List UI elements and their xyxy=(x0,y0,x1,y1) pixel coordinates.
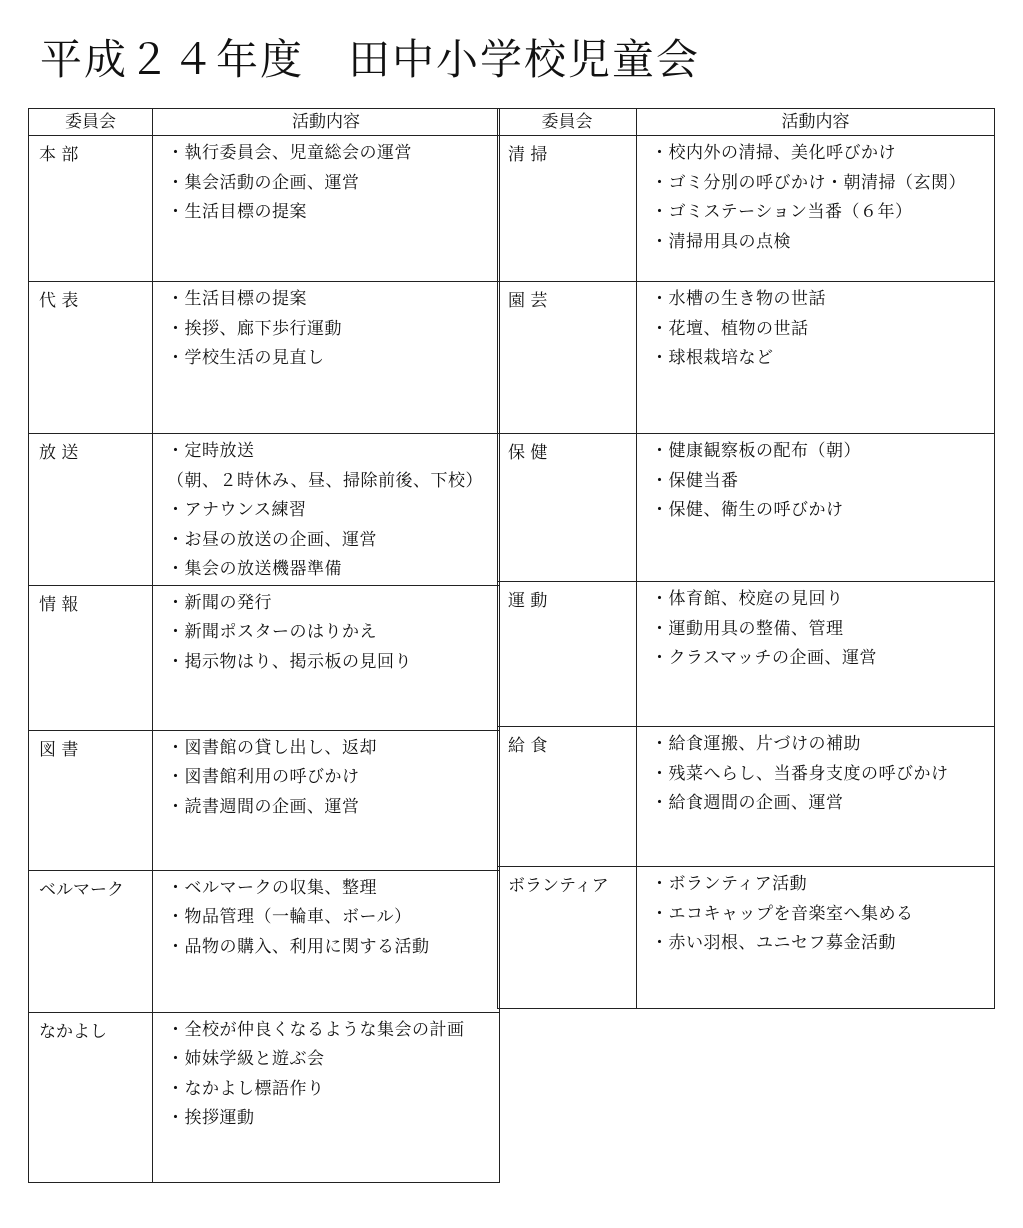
committee-table-right xyxy=(497,108,995,1009)
activity-item: ・なかよし標語作り xyxy=(167,1078,325,1099)
activity-item: ・集会の放送機器準備 xyxy=(167,559,342,579)
committee-name: 情 報 xyxy=(39,594,79,615)
committee-name: 清 掃 xyxy=(508,145,548,165)
activity-list xyxy=(637,136,994,257)
committee-name: 図 書 xyxy=(39,739,79,760)
committee-row xyxy=(498,867,995,1009)
committee-name-cell xyxy=(29,434,153,586)
committee-name: 本 部 xyxy=(39,145,79,165)
committee-column-header: 委員会 xyxy=(29,109,153,136)
activity-list xyxy=(637,727,994,819)
committee-row xyxy=(29,282,500,434)
activity-item: ・保健、衛生の呼びかけ xyxy=(651,500,844,520)
activity-item: ・挨拶、廊下歩行運動 xyxy=(167,318,342,339)
committee-name: 代 表 xyxy=(39,291,79,311)
activity-item: ・図書館の貸し出し、返却 xyxy=(167,737,377,758)
committee-row xyxy=(498,582,995,727)
committee-row xyxy=(498,136,995,282)
activity-item: ・運動用具の整備、管理 xyxy=(651,618,844,639)
activity-item: ・新聞の発行 xyxy=(167,592,272,613)
activity-item: ・定時放送 xyxy=(167,441,255,461)
activity-cell xyxy=(637,136,995,282)
activity-cell xyxy=(153,434,500,586)
committee-name: なかよし xyxy=(39,1021,107,1042)
activity-list xyxy=(637,282,994,374)
activity-item: ・保健当番 xyxy=(651,470,739,491)
committee-name: ボランティア xyxy=(508,876,609,896)
activity-item: （朝、２時休み、昼、掃除前後、下校） xyxy=(167,470,484,491)
activity-list xyxy=(153,136,499,228)
activity-item: ・ゴミステーション当番（６年） xyxy=(651,202,913,222)
committee-name-cell xyxy=(29,870,153,1012)
activity-item: ・給食週間の企画、運営 xyxy=(651,793,844,813)
activity-item: ・品物の購入、利用に関する活動 xyxy=(167,936,430,957)
committee-name-cell xyxy=(29,585,153,730)
activity-list xyxy=(153,871,499,963)
committee-row xyxy=(29,1012,500,1182)
activity-cell xyxy=(637,434,995,582)
activity-cell xyxy=(153,585,500,730)
committee-row xyxy=(29,585,500,730)
table-header-row xyxy=(29,109,500,136)
activity-list xyxy=(637,867,994,959)
activity-item: ・水槽の生き物の世話 xyxy=(651,289,826,309)
committee-table-left xyxy=(28,108,500,1183)
committee-name-cell xyxy=(29,730,153,870)
activity-item: ・姉妹学級と遊ぶ会 xyxy=(167,1049,325,1069)
activity-column-header: 活動内容 xyxy=(153,109,500,136)
committee-name: 保 健 xyxy=(508,443,548,463)
activity-item: ・読書週間の企画、運営 xyxy=(167,796,360,817)
activity-item: ・残菜へらし、当番身支度の呼びかけ xyxy=(651,763,949,784)
activity-cell xyxy=(637,282,995,434)
activity-item: ・物品管理（一輪車、ボール） xyxy=(167,907,412,927)
table-header-row xyxy=(498,109,995,136)
activity-item: ・学校生活の見直し xyxy=(167,348,325,368)
activity-column-header: 活動内容 xyxy=(637,109,995,136)
activity-cell xyxy=(153,136,500,282)
committee-name-cell xyxy=(29,1012,153,1182)
activity-list xyxy=(637,582,994,674)
activity-item: ・ボランティア活動 xyxy=(651,874,808,894)
activity-cell xyxy=(637,727,995,867)
page-title: 平成２４年度 田中小学校児童会 xyxy=(40,35,701,84)
activity-item: ・球根栽培など xyxy=(651,348,774,368)
activity-item: ・図書館利用の呼びかけ xyxy=(167,767,360,787)
activity-item: ・アナウンス練習 xyxy=(167,500,307,520)
committee-name-cell xyxy=(498,727,637,867)
committee-row xyxy=(29,730,500,870)
committee-name-cell xyxy=(498,582,637,727)
committee-name-cell xyxy=(29,282,153,434)
activity-item: ・クラスマッチの企画、運営 xyxy=(651,648,877,668)
activity-item: ・清掃用具の点検 xyxy=(651,231,791,252)
activity-item: ・お昼の放送の企画、運営 xyxy=(167,529,377,550)
committee-name-cell xyxy=(498,282,637,434)
activity-item: ・花壇、植物の世話 xyxy=(651,318,809,339)
activity-item: ・校内外の清掃、美化呼びかけ xyxy=(651,143,896,163)
activity-cell xyxy=(153,1012,500,1182)
committee-name: ベルマーク xyxy=(39,879,124,900)
committee-row xyxy=(29,870,500,1012)
committee-name-cell xyxy=(498,136,637,282)
committee-name-cell xyxy=(498,867,637,1009)
activity-item: ・執行委員会、児童総会の運営 xyxy=(167,143,412,163)
activity-item: ・ゴミ分別の呼びかけ・朝清掃（玄関） xyxy=(651,172,966,193)
activity-cell xyxy=(637,582,995,727)
activity-item: ・ベルマークの収集、整理 xyxy=(167,877,377,898)
activity-item: ・エコキャップを音楽室へ集める xyxy=(651,903,914,924)
activity-item: ・新聞ポスターのはりかえ xyxy=(167,622,377,642)
committee-name-cell xyxy=(498,434,637,582)
activity-item: ・赤い羽根、ユニセフ募金活動 xyxy=(651,933,896,953)
activity-list xyxy=(153,1013,499,1134)
activity-item: ・集会活動の企画、運営 xyxy=(167,172,360,193)
committee-row xyxy=(29,434,500,586)
committee-row xyxy=(498,434,995,582)
activity-list xyxy=(637,434,994,526)
activity-item: ・生活目標の提案 xyxy=(167,202,307,222)
activity-item: ・給食運搬、片づけの補助 xyxy=(651,734,861,754)
activity-cell xyxy=(153,730,500,870)
committee-name: 給 食 xyxy=(508,736,548,756)
committee-name: 放 送 xyxy=(39,443,79,463)
committee-name: 運 動 xyxy=(508,591,548,611)
activity-list xyxy=(153,586,499,678)
activity-item: ・全校が仲良くなるような集会の計画 xyxy=(167,1019,465,1040)
committee-name-cell xyxy=(29,136,153,282)
activity-list xyxy=(153,282,499,374)
activity-item: ・体育館、校庭の見回り xyxy=(651,589,844,609)
activity-list xyxy=(153,731,499,823)
activity-cell xyxy=(153,282,500,434)
activity-item: ・生活目標の提案 xyxy=(167,289,307,309)
activity-list xyxy=(153,434,499,585)
committee-row xyxy=(498,282,995,434)
activity-item: ・掲示物はり、掲示板の見回り xyxy=(167,651,412,672)
activity-item: ・挨拶運動 xyxy=(167,1108,255,1128)
activity-cell xyxy=(637,867,995,1009)
committee-row xyxy=(29,136,500,282)
committee-name: 園 芸 xyxy=(508,291,548,311)
activity-item: ・健康観察板の配布（朝） xyxy=(651,441,861,461)
committee-row xyxy=(498,727,995,867)
activity-cell xyxy=(153,870,500,1012)
committee-column-header: 委員会 xyxy=(498,109,637,136)
